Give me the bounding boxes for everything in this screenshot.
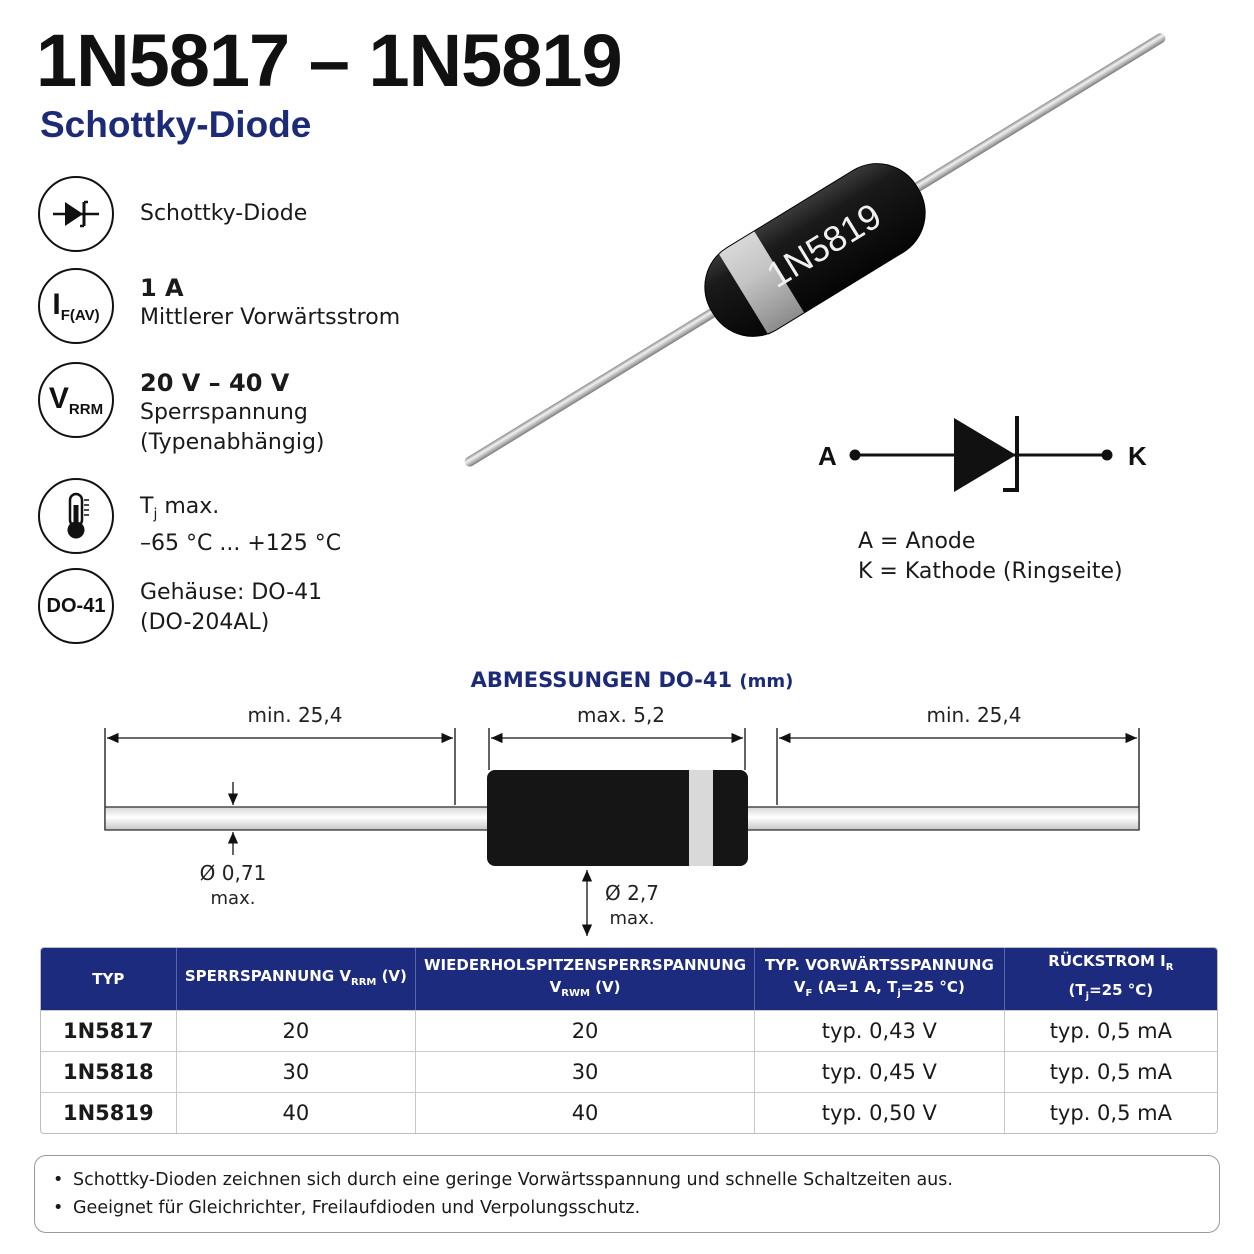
dimensions-title: ABMESSUNGEN DO-41 (mm) — [470, 668, 794, 692]
diode-marking: 1N5819 — [759, 194, 889, 296]
schematic-cathode-label: K — [1128, 441, 1147, 471]
note-item: • Geeignet für Gleichrichter, Freilaufdioden und Verpolungsschutz. — [53, 1194, 1203, 1222]
cell-typ: 1N5818 — [41, 1051, 177, 1092]
feature-voltage-value: 20 V – 40 V — [140, 369, 290, 397]
feature-schottky-label: Schottky-Diode — [140, 201, 308, 226]
feature-voltage-note: (Typenabhängig) — [140, 430, 325, 455]
thermometer-icon — [38, 478, 114, 554]
cell-vrwm: 20 — [416, 1010, 755, 1051]
feature-current — [140, 273, 400, 333]
spec-table — [40, 947, 1218, 1134]
cell-vrrm: 20 — [177, 1010, 416, 1051]
cell-vrwm: 30 — [416, 1051, 755, 1092]
voltage-icon: $V_{RRM}$ — [38, 362, 114, 438]
dim-lead-diameter-label: Ø 0,71 max. — [199, 861, 267, 909]
cell-vf: typ. 0,43 V — [755, 1010, 1005, 1051]
feature-package-label: Gehäuse: DO-41 — [140, 580, 323, 605]
table-row — [41, 1051, 1217, 1092]
feature-temperature-label: $T_j$ max. — [140, 494, 220, 523]
diode-schematic-symbol — [846, 410, 1116, 500]
feature-voltage-desc: Sperrspannung — [140, 400, 308, 425]
cell-ir: typ. 0,5 mA — [1005, 1092, 1217, 1133]
diode-symbol-icon — [38, 176, 114, 252]
schematic-anode-label: A — [818, 441, 837, 471]
col-header-vrrm: SPERRSPANNUNG $V_{RRM}$ (V) — [177, 948, 416, 1010]
table-row — [41, 1092, 1217, 1133]
cell-vrrm: 30 — [177, 1051, 416, 1092]
feature-package — [140, 578, 322, 638]
dim-lead-left-label: min. 25,4 — [247, 703, 343, 727]
table-header-row — [41, 948, 1217, 1010]
col-header-vrwm: WIEDERHOLSPITZENSPERRSPANNUNG $V_{RWM}$ (V) — [416, 948, 755, 1010]
cell-vf: typ. 0,45 V — [755, 1051, 1005, 1092]
legend-anode: A = Anode — [858, 529, 976, 554]
col-header-vf: TYP. VORWÄRTSSPANNUNG $V_F$ (A=1 A, $T_j=25$ °C) — [755, 948, 1005, 1010]
feature-temperature — [140, 492, 341, 559]
page-subtitle: Schottky-Diode — [40, 104, 312, 145]
package-icon: DO-41 — [38, 568, 114, 644]
legend-cathode: K = Kathode (Ringseite) — [858, 559, 1123, 584]
feature-temperature-range: –65 °C ... +125 °C — [140, 531, 342, 557]
dim-body-diameter-label: Ø 2,7 max. — [605, 881, 659, 929]
dim-body-length-label: max. 5,2 — [576, 703, 666, 727]
feature-current-value: 1 A — [140, 274, 184, 302]
table-row — [41, 1010, 1217, 1051]
cell-vrrm: 40 — [177, 1092, 416, 1133]
note-item: • Schottky-Dioden zeichnen sich durch eine geringe Vorwärtsspannung und schnelle Schaltzeiten aus. — [53, 1166, 1203, 1194]
cell-typ: 1N5819 — [41, 1092, 177, 1133]
feature-voltage — [140, 368, 325, 458]
feature-package-alt: (DO-204AL) — [140, 610, 270, 635]
page-title: 1N5817 – 1N5819 — [36, 19, 622, 102]
feature-current-desc: Mittlerer Vorwärtsstrom — [140, 305, 401, 330]
col-header-typ: TYP — [41, 948, 177, 1010]
cell-ir: typ. 0,5 mA — [1005, 1010, 1217, 1051]
cell-vrwm: 40 — [416, 1092, 755, 1133]
cell-vf: typ. 0,50 V — [755, 1092, 1005, 1133]
cell-ir: typ. 0,5 mA — [1005, 1051, 1217, 1092]
cell-typ: 1N5817 — [41, 1010, 177, 1051]
dim-lead-right-label: min. 25,4 — [926, 703, 1022, 727]
current-icon: $I_{F(AV)}$ — [38, 268, 114, 344]
notes-box — [34, 1155, 1220, 1233]
col-header-ir: RÜCKSTROM $I_R$ ($T_j=25$ °C) — [1005, 948, 1217, 1010]
